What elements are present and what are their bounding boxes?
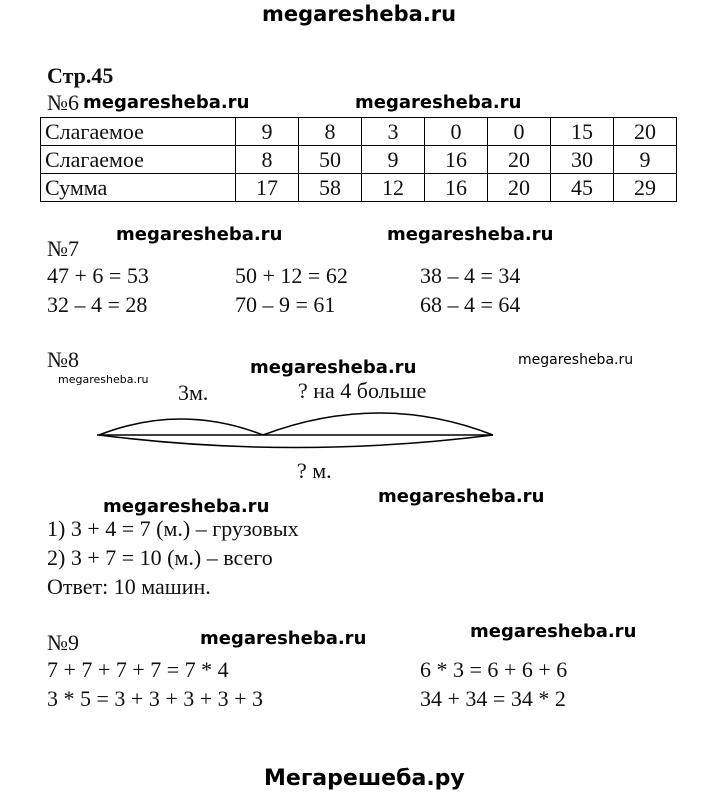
task8-label: №8: [47, 347, 79, 372]
scheme-label-right: ? на 4 больше: [298, 378, 427, 403]
solution-line: 2) 3 + 7 = 10 (м.) – всего: [47, 545, 273, 570]
page-title: Стр.45: [47, 63, 114, 88]
scheme-label-left: 3м.: [178, 380, 209, 405]
equation: 47 + 6 = 53: [47, 263, 149, 288]
task6-table: [40, 117, 677, 202]
watermark: megaresheba.ru: [470, 621, 637, 642]
table-cell: 8: [299, 118, 362, 146]
scheme-arc-right: [263, 413, 493, 435]
table-cell: 8: [236, 146, 299, 174]
watermark: megaresheba.ru: [355, 92, 522, 113]
table-cell: 17: [236, 174, 299, 202]
table-cell: 0: [425, 118, 488, 146]
table-cell: 20: [614, 118, 677, 146]
equation: 70 – 9 = 61: [235, 292, 336, 317]
table-cell: 45: [551, 174, 614, 202]
watermark: megaresheba.ru: [200, 628, 367, 649]
equation: 68 – 4 = 64: [420, 292, 521, 317]
solution-line: 1) 3 + 4 = 7 (м.) – грузовых: [47, 516, 299, 541]
table-cell: 9: [614, 146, 677, 174]
table-cell: 29: [614, 174, 677, 202]
equation: 50 + 12 = 62: [235, 263, 348, 288]
watermark: megaresheba.ru: [378, 486, 545, 507]
watermark: megaresheba.ru: [250, 357, 417, 378]
equation: 34 + 34 = 34 * 2: [420, 686, 566, 711]
equation: 6 * 3 = 6 + 6 + 6: [420, 657, 568, 682]
watermark: megaresheba.ru: [58, 373, 149, 386]
table-row-label: Слагаемое: [41, 118, 236, 146]
table-row: [41, 118, 677, 146]
answer-line: Ответ: 10 машин.: [47, 574, 211, 599]
watermark: megaresheba.ru: [103, 496, 270, 517]
task9-label: №9: [47, 630, 79, 655]
table-cell: 20: [488, 146, 551, 174]
watermark: megaresheba.ru: [518, 352, 634, 368]
task7-label: №7: [47, 236, 79, 261]
scheme-diagram: [95, 405, 497, 450]
table-cell: 3: [362, 118, 425, 146]
table-row-label: Слагаемое: [41, 146, 236, 174]
table-row: [41, 146, 677, 174]
scheme-arc-total: [99, 435, 493, 448]
site-header: megaresheba.ru: [262, 2, 457, 26]
table-cell: 16: [425, 146, 488, 174]
watermark: megaresheba.ru: [83, 92, 250, 113]
table-cell: 9: [236, 118, 299, 146]
task6-label: №6: [47, 90, 79, 115]
table-cell: 9: [362, 146, 425, 174]
table-cell: 12: [362, 174, 425, 202]
watermark: megaresheba.ru: [387, 224, 554, 245]
table-cell: 58: [299, 174, 362, 202]
table-cell: 30: [551, 146, 614, 174]
site-footer: Мегарешеба.ру: [264, 766, 465, 791]
scheme-label-total: ? м.: [297, 458, 332, 483]
equation: 3 * 5 = 3 + 3 + 3 + 3 + 3: [47, 686, 264, 711]
equation: 7 + 7 + 7 + 7 = 7 * 4: [47, 657, 229, 682]
table-row-label: Сумма: [41, 174, 236, 202]
watermark: megaresheba.ru: [116, 224, 283, 245]
table-cell: 0: [488, 118, 551, 146]
equation: 32 – 4 = 28: [47, 292, 148, 317]
scheme-arc-left: [99, 419, 263, 435]
table-cell: 20: [488, 174, 551, 202]
equation: 38 – 4 = 34: [420, 263, 521, 288]
table-cell: 50: [299, 146, 362, 174]
table-row: [41, 174, 677, 202]
table-cell: 16: [425, 174, 488, 202]
table-cell: 15: [551, 118, 614, 146]
